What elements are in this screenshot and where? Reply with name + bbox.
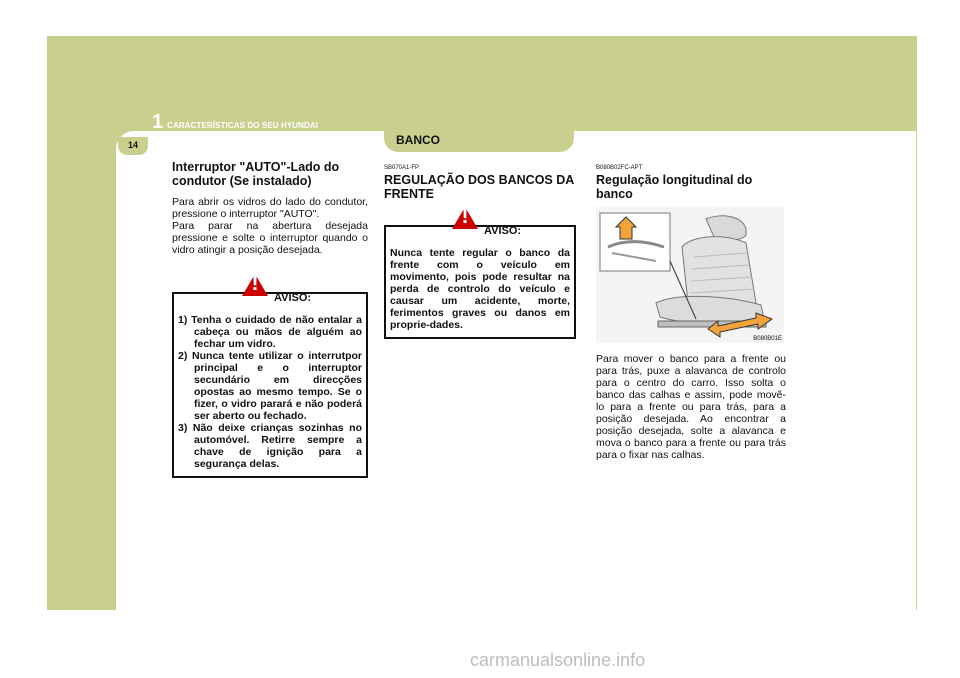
page-number: 14 <box>118 137 148 155</box>
seat-figure <box>596 207 784 343</box>
exclamation-icon: ! <box>461 203 469 228</box>
paragraph: Para parar na abertura desejada pressione e solte o interruptor quando o vidro atingir a posição desejada. <box>172 220 368 256</box>
column-front-seats <box>384 160 576 339</box>
warning-item: 2) Nunca tente utilizar o interrutpor principal e o interruptor secundário em direcções opostas ao mesmo tempo. Se o fizer, o vidro parará e não poderá ser aberto ou fechado. <box>178 350 362 422</box>
column-window-switch <box>172 160 368 478</box>
warning-title: AVISO: <box>274 292 312 304</box>
warning-text: Nunca tente regular o banco da frente com o veículo em movimento, pois pode resultar na perda de controlo do veículo e causar um acidente, morte, ferimentos graves ou danos em proprie-dades. <box>390 247 570 331</box>
exclamation-icon: ! <box>251 270 259 295</box>
warning-title: AVISO: <box>484 225 522 237</box>
watermark: carmanualsonline.info <box>470 650 646 670</box>
section-title: REGULAÇÃO DOS BANCOS DA FRENTE <box>384 173 574 201</box>
paragraph: Para mover o banco para a frente ou para trás, puxe a alavanca de controlo para o centro do carro. Isso solta o banco das calhas e assim, pode movê-lo para a frente ou para trás, para a posição desejada. Ao encontrar a posição desejada, solte a alavanca e mova o banco para a frente ou para trás para o fixar nas calhas. <box>596 353 786 461</box>
warning-box <box>172 270 368 478</box>
paragraph: Para abrir os vidros do lado do condutor, pressione o interruptor "AUTO". <box>172 196 368 220</box>
warning-box <box>384 203 576 339</box>
warning-item: 3) Não deixe crianças sozinhas no automóvel. Retirre sempre a chave de ignição para a segurança delas. <box>178 422 362 470</box>
reference-code: SB070A1-FP <box>384 165 420 171</box>
section-title: Regulação longitudinal do banco <box>596 173 753 201</box>
reference-code: B080B02FC-APT <box>596 165 643 171</box>
figure-code: B080B01E <box>753 336 782 342</box>
column-seat-longitudinal <box>596 160 786 461</box>
warning-item: 1) Tenha o cuidado de não entalar a cabeça ou mãos de alguém ao fechar um vidro. <box>178 314 362 350</box>
chapter-number: 1 <box>152 111 164 133</box>
section-tab <box>384 128 574 152</box>
section-tab-label: BANCO <box>396 133 440 147</box>
chapter-heading <box>152 111 318 134</box>
seat-illustration <box>596 207 784 343</box>
warning-list <box>178 314 362 470</box>
section-heading: Interruptor "AUTO"-Lado do condutor (Se instalado) <box>172 160 340 188</box>
chapter-title: CARACTERÍSTICAS DO SEU HYUNDAI <box>167 121 319 130</box>
